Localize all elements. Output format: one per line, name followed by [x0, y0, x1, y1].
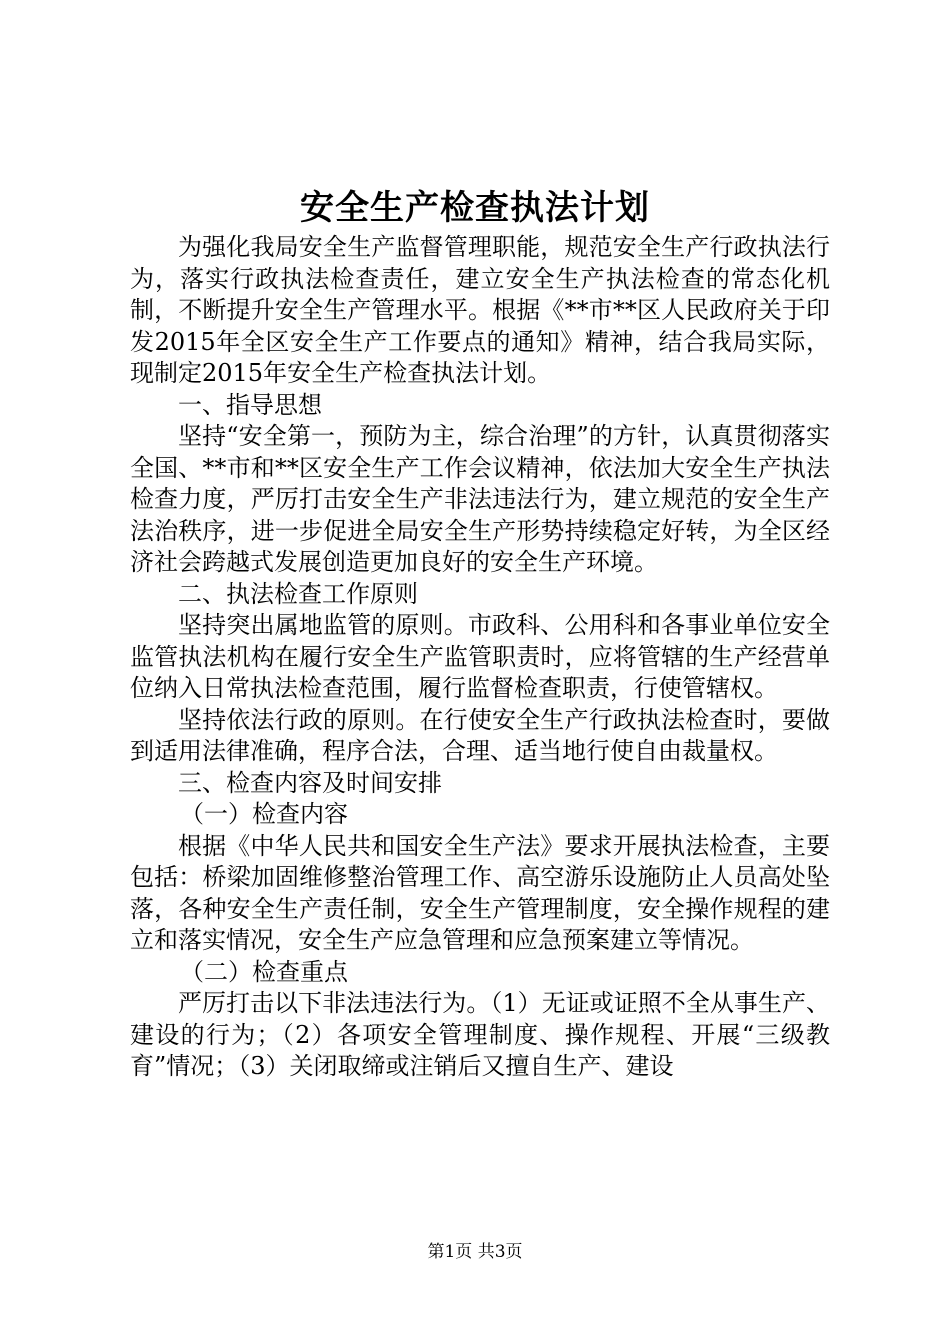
- intro-paragraph: 为强化我局安全生产监督管理职能，规范安全生产行政执法行为，落实行政执法检查责任，建立安全生产执法检查的常态化机制，不断提升安全生产管理水平。根据《**市**区人民政府关于印发2015年全区安全生产工作要点的通知》精神，结合我局实际，现制定2015年安全生产检查执法计划。: [130, 233, 830, 387]
- section-heading-content-schedule: 三、检查内容及时间安排: [178, 768, 442, 797]
- page-number-footer: 第1页 共3页: [427, 1242, 523, 1262]
- inspection-focus-paragraph: 严厉打击以下非法违法行为。（1）无证或证照不全从事生产、建设的行为；（2）各项安全管理制度、操作规程、开展“三级教育”情况；（3）关闭取缔或注销后又擅自生产、建设: [130, 989, 830, 1080]
- document-body: [130, 232, 830, 1083]
- section-heading-principles: 二、执法检查工作原则: [178, 579, 418, 608]
- subsection-heading-content: （一）检查内容: [180, 800, 348, 828]
- principle-territorial-paragraph: 坚持突出属地监管的原则。市政科、公用科和各事业单位安全监管执法机构在履行安全生产监管职责时，应将管辖的生产经营单位纳入日常执法检查范围，履行监督检查职责，行使管辖权。: [130, 611, 830, 702]
- guiding-ideology-paragraph: 坚持“安全第一，预防为主，综合治理”的方针，认真贯彻落实全国、**市和**区安全生产工作会议精神，依法加大安全生产执法检查力度，严厉打击安全生产非法违法行为，建立规范的安全生产法治秩序，进一步促进全局安全生产形势持续稳定好转，为全区经济社会跨越式发展创造更加良好的安全生产环境。: [130, 422, 830, 576]
- inspection-content-paragraph: 根据《中华人民共和国安全生产法》要求开展执法检查，主要包括：桥梁加固维修整治管理工作、高空游乐设施防止人员高处坠落，各种安全生产责任制，安全生产管理制度，安全操作规程的建立和落实情况，安全生产应急管理和应急预案建立等情况。: [130, 831, 830, 954]
- subsection-heading-focus: （二）检查重点: [180, 957, 348, 986]
- document-title: 安全生产检查执法计划: [300, 188, 650, 228]
- principle-lawful-paragraph: 坚持依法行政的原则。在行使安全生产行政执法检查时，要做到适用法律准确，程序合法，合理、适当地行使自由裁量权。: [130, 705, 830, 765]
- section-heading-guiding-ideology: 一、指导思想: [178, 390, 322, 419]
